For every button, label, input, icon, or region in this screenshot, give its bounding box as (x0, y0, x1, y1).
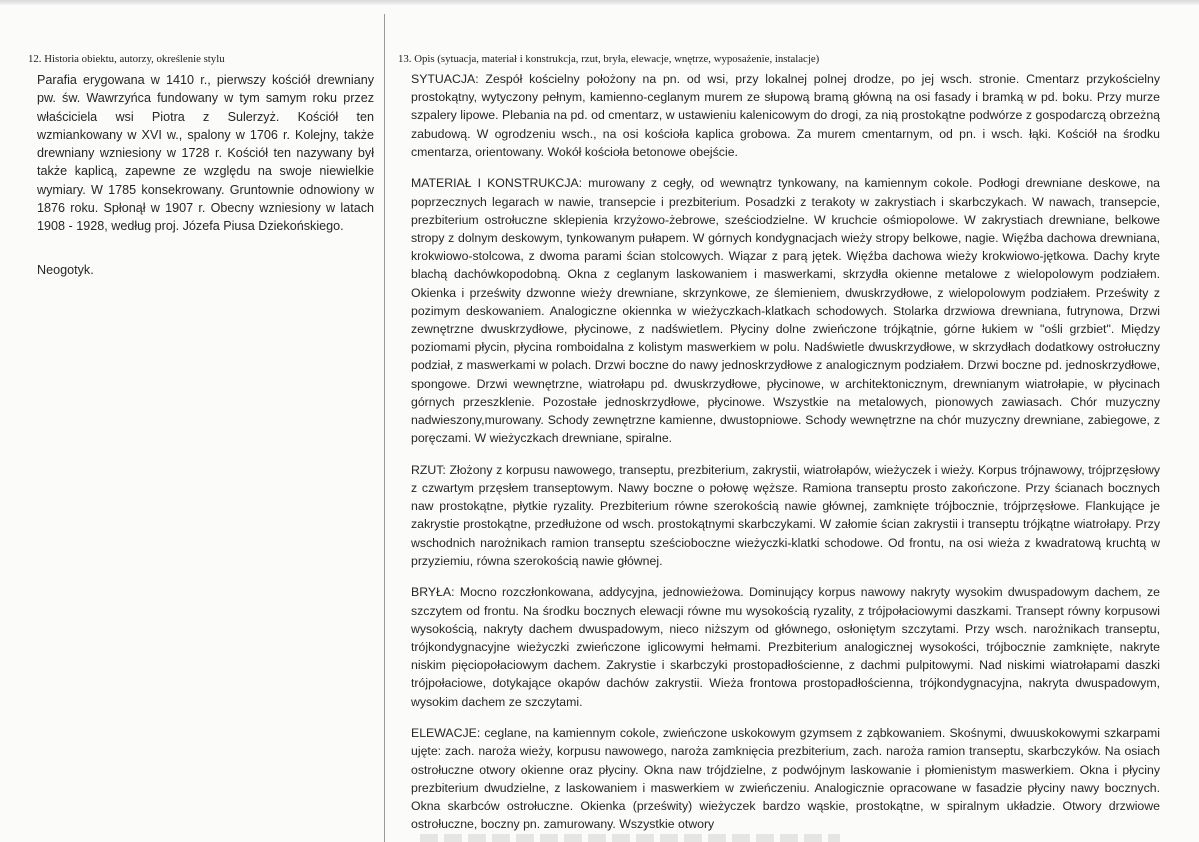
paragraph-bryla: BRYŁA: Mocno rozczłonkowana, addycyjna, jednowieżowa. Dominujący korpus nawowy nakryty wysokim dwuspadowym dachem, ze szczytem od frontu. Na środku bocznych elewacji równe mu wysokością ryzality, z trójpołaciowymi daszkami. Transept równy korpusowi wysokością, nakryty dachem dwuspadowym, nieco niższym od głównego, osłoniętym szczytami. Przy wsch. narożnikach transeptu, trójkondygnacyjne wieżyczki zwieńczone iglicowymi hełmami. Prezbiterium analogicznej wysokości, trójbocznie zamknięte, nakryte niskim pięciopołaciowym dachem. Zakrystie i skarbczyki prostopadłościenne, z dachmi pulpitowymi. Nad niskimi wiatrołapami daszki trójpołaciowe, dotykające okapów dachów zakrystii. Wieża frontowa prostopadłościenna, trójkondygnacyjna, nakryta dwuspadowym, wysokim dachem ze szczytami. (411, 585, 1160, 709)
description-column (411, 70, 1160, 842)
paragraph-material: MATERIAŁ I KONSTRUKCJA: murowany z cegły, od wewnątrz tynkowany, na kamiennym cokole. Podłogi drewniane deskowe, na poprzecznych legarach w nawie, transepcie i prezbiterium. Posadzki z terakoty w zakrystiach i skarbczykach. W nawach, transepcie, prezbiterium ostrołuczne sklepienia krzyżowo-żebrowe, sześciodzielne. W kruchcie ośmiopolowe. W zakrystiach drewniane, belkowe stropy z dolnym deskowym, tynkowanym pułapem. W górnych kondygnacjach wieży stropy belkowe, nagie. Więźba dachowa drewniana, krokwiowo-stolcowa, z dwoma parami ścian stolcowych. Wiązar z parą jętek. Więźba dachowa wieży krokwiowo-jętkowa. Dachy kryte blachą dachówkopodobną. Okna z ceglanym laskowaniem i maswerkami, skrzydła okienne metalowe z wielopolowym podziałem. Okienka i prześwity dzwonne wieży drewniane, skrzynkowe, ze ślemieniem, dwuskrzydłowe, z wielopolowym podziałem. Prześwity z pozimym deskowaniem. Analogiczne okiennka w wieżyczkach-klatkach schodowych. Stolarka drzwiowa drewniana, futrynowa, Drzwi zewnętrzne dwuskrzydłowe, płycinowe, z nadświetlem. Płyciny dolne zwieńczone trójkątnie, górne łukiem w "ośli grzbiet". Między poziomami płycin, płycina romboidalna z kolistym maswerkiem w polu. Nadświetle dwuskrzydłowe, w skrzydłach dodatkowy ostrołuczny podział, z maswerkami w polach. Drzwi boczne do nawy jednoskrzydłowe z analogicznym podziałem. Drzwi boczne pd. jednoskrzydłowe, spongowe. Drzwi wewnętrzne, wiatrołapu pd. dwuskrzydłowe, płycinowe, w architektonicznym, drewnianym wiatrołapie, w płycinach górnych przeszklenie. Pozostałe jednoskrzydłowe, płycinowe. Wszystkie na metalowych, pionowych zawiasach. Chór muzyczny nadwieszony,murowany. Schody zewnętrzne kamienne, dwustopniowe. Schody wewnętrzne na chór muzyczny drewniane, zabiegowe, z poręczami. W wieżyczkach drewniane, spiralne. (411, 176, 1160, 446)
section-13-heading: 13. Opis (sytuacja, materiał i konstrukcja, rzut, bryła, elewacje, wnętrze, wyposażenie, instalacje) (398, 53, 820, 65)
style-text: Neogotyk. (37, 263, 94, 277)
cut-off-text-line (420, 834, 840, 842)
column-divider (384, 14, 385, 842)
paragraph-rzut: RZUT: Złożony z korpusu nawowego, transeptu, prezbiterium, zakrystii, wiatrołapów, wieżyczek i wieży. Korpus trójnawowy, trójprzęsłowy z czwartym przęsłem transeptowym. Nawy boczne o połowę węższe. Ramiona transeptu prosto zakończone. Przy ścianach bocznych naw prostokątne, płytkie ryzality. Prezbiterium równe szerokością nawie głównej, zamknięte trójbocznie, trójprzęsłowe. Flankujące je zakrystie prostokątne, przedłużone od wsch. prostokątnymi skarbczykami. W załomie ścian zakrystii i transeptu trójkątne wiatrołapy. Przy wschodnich narożnikach ramion transeptu sześcioboczne wieżyczki-klatki schodowe. Od frontu, na osi wieża z kwadratową kruchtą w przyziemiu, równa szerokością nawie głównej. (411, 462, 1160, 568)
paragraph-sytuacja: SYTUACJA: Zespół kościelny położony na pn. od wsi, przy lokalnej polnej drodze, po jej wsch. stronie. Cmentarz przykościelny prostokątny, wytyczony pełnym, kamienno-ceglanym murem ze słupową bramą główną na osi fasady i bramką w pd. boku. Przy murze szpalery lipowe. Plebania na pd. od cmentarz, w ustawieniu kalenicowym do drogi, za nią prostokątne podwórze z gospodarczą obrzeżną zabudową. W ogrodzeniu wsch., na osi kościoła kaplica grobowa. Za murem cmentarnym, od pn. i wsch. łąki. Kościół na środku cmentarza, orientowany. Wokół kościoła betonowe obejście. (411, 72, 1160, 159)
scan-top-edge (0, 0, 1199, 5)
paragraph-elewacje: ELEWACJE: ceglane, na kamiennym cokole, zwieńczone uskokowym gzymsem z ząbkowaniem. Skośnymi, dwuuskokowymi szkarpami ujęte: zach. naroża wieży, korpusu nawowego, naroża zamknięcia prezbiterium, zach. naroża ramion transeptu, skarbczyków. Na osiach ostrołuczne otwory okienne oraz płyciny. Okna naw trójdzielne, z podwójnym laskowanie i płomienistym maswerkiem. Okna i płyciny prezbiterium dwudzielne, z laskowaniem i maswerkiem w zwieńczeniu. Analogicznie opracowane w fasadzie płyciny nawy bocznych. Okna skarbców ostrołuczne. Okienka (prześwity) wieżyczek bardzo wąskie, prostokątne, w spiralnym układzie. Otwory drzwiowe ostrołuczne, boczny pn. zamurowany. Wszystkie otwory (411, 726, 1160, 832)
section-12-heading: 12. Historia obiektu, autorzy, określenie stylu (28, 53, 225, 65)
history-text: Parafia erygowana w 1410 r., pierwszy kościół drewniany pw. św. Wawrzyńca fundowany w tym samym roku przez właściciela wsi Piotra z Sulerzyż. Kościół ten wzmiankowany w XVI w., spalony w 1706 r. Kolejny, także drewniany wzniesiony w 1728 r. Kościół ten nazywany był także kaplicą, zapewne ze względu na swoje niewielkie wymiary. W 1785 konsekrowany. Gruntownie odnowiony w 1876 roku. Spłonął w 1907 r. Obecny wzniesiony w latach 1908 - 1928, według proj. Józefa Piusa Dziekońskiego. (37, 73, 374, 234)
